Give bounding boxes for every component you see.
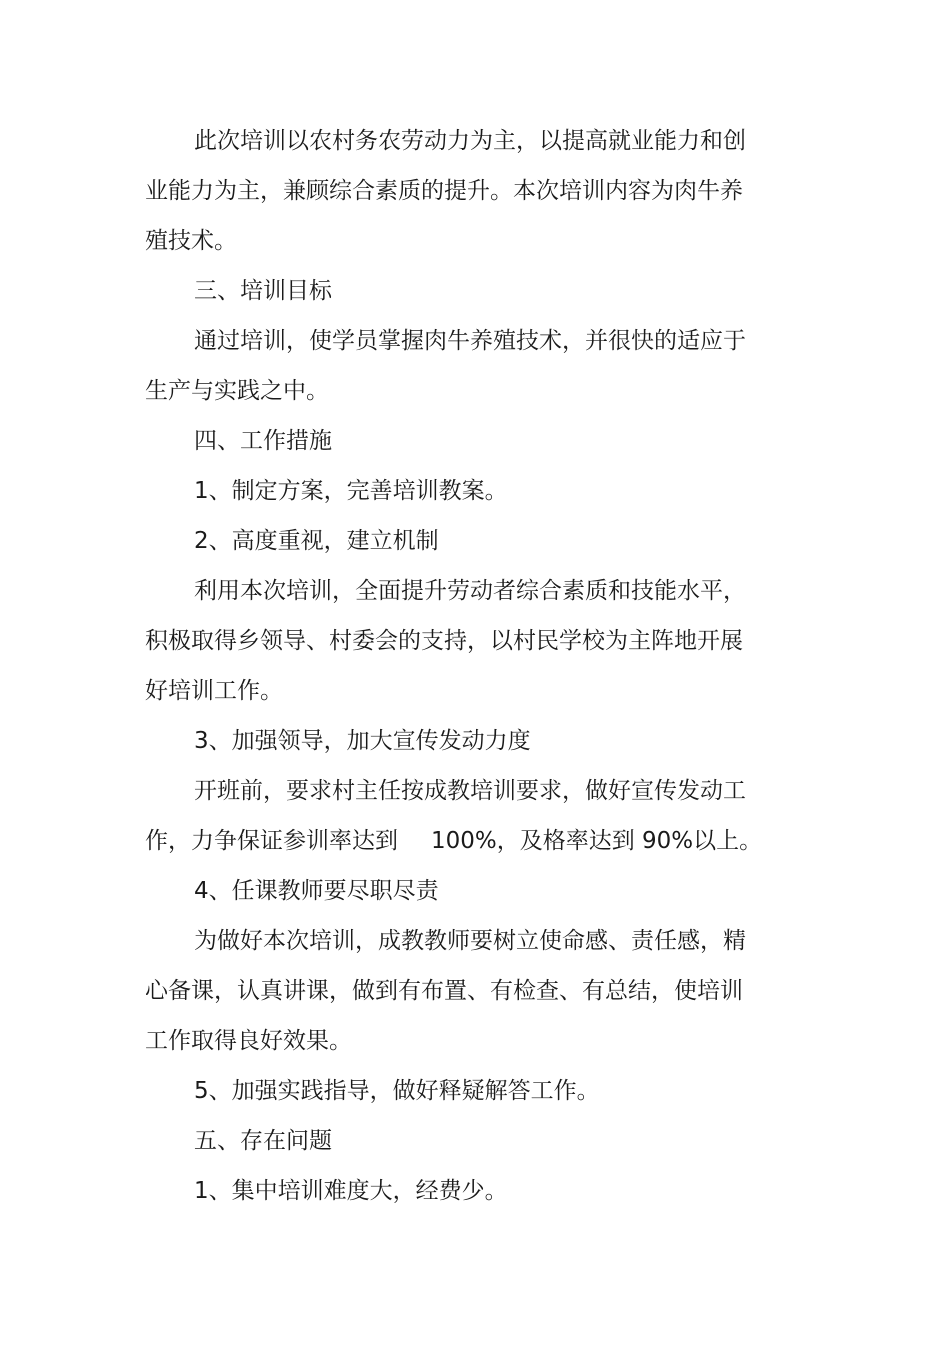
- paragraph-line: [145, 821, 445, 861]
- paragraph-line: [145, 1021, 545, 1061]
- heading-text: 四、工作措施: [194, 428, 332, 454]
- text-line: 此次培训以农村务农劳动力为主，以提高就业能力和创: [194, 128, 746, 154]
- paragraph-line-segment: [642, 821, 762, 861]
- section-heading: [194, 1121, 594, 1161]
- paragraph-line-segment: [431, 821, 635, 861]
- text-line: 作，力争保证参训率达到: [145, 828, 398, 854]
- list-item: [194, 471, 694, 511]
- paragraph-line: [194, 771, 754, 811]
- list-item: [194, 1071, 754, 1111]
- list-item: [194, 1171, 694, 1211]
- paragraph-line: [145, 971, 755, 1011]
- text-line: 利用本次培训，全面提升劳动者综合素质和技能水平，: [194, 578, 746, 604]
- text-line: 5、加强实践指导，做好释疑解答工作。: [194, 1078, 600, 1104]
- text-line: 通过培训，使学员掌握肉牛养殖技术，并很快的适应于: [194, 328, 746, 354]
- text-line: 生产与实践之中。: [145, 378, 329, 404]
- text-line: 1、集中培训难度大，经费少。: [194, 1178, 508, 1204]
- heading-text: 五、存在问题: [194, 1128, 332, 1154]
- list-item: [194, 721, 754, 761]
- text-line: 4、任课教师要尽职尽责: [194, 878, 439, 904]
- text-line: 工作取得良好效果。: [145, 1028, 352, 1054]
- text-line: 3、加强领导，加大宣传发动力度: [194, 728, 531, 754]
- section-heading: [194, 271, 594, 311]
- paragraph-line: [145, 371, 545, 411]
- text-line: 好培训工作。: [145, 678, 283, 704]
- heading-text: 三、培训目标: [194, 278, 332, 304]
- text-line: 业能力为主，兼顾综合素质的提升。本次培训内容为肉牛养: [145, 178, 743, 204]
- text-line: 90%以上。: [642, 828, 763, 854]
- text-line: 开班前，要求村主任按成教培训要求，做好宣传发动工: [194, 778, 746, 804]
- paragraph-line: [145, 221, 445, 261]
- text-line: 为做好本次培训，成教教师要树立使命感、责任感，精: [194, 928, 746, 954]
- paragraph-line: [145, 671, 545, 711]
- text-line: 2、高度重视，建立机制: [194, 528, 439, 554]
- section-heading: [194, 421, 594, 461]
- paragraph-line: [194, 571, 754, 611]
- paragraph-line: [194, 321, 754, 361]
- paragraph-line: [194, 921, 754, 961]
- text-line: 殖技术。: [145, 228, 237, 254]
- list-item: [194, 871, 694, 911]
- text-line: 1、制定方案，完善培训教案。: [194, 478, 508, 504]
- paragraph-line: [145, 171, 755, 211]
- paragraph-line: [194, 121, 754, 161]
- text-line: 积极取得乡领导、村委会的支持，以村民学校为主阵地开展: [145, 628, 743, 654]
- text-line: 100%，及格率达到: [431, 828, 635, 854]
- list-item: [194, 521, 694, 561]
- text-line: 心备课，认真讲课，做到有布置、有检查、有总结，使培训: [145, 978, 743, 1004]
- paragraph-line: [145, 621, 755, 661]
